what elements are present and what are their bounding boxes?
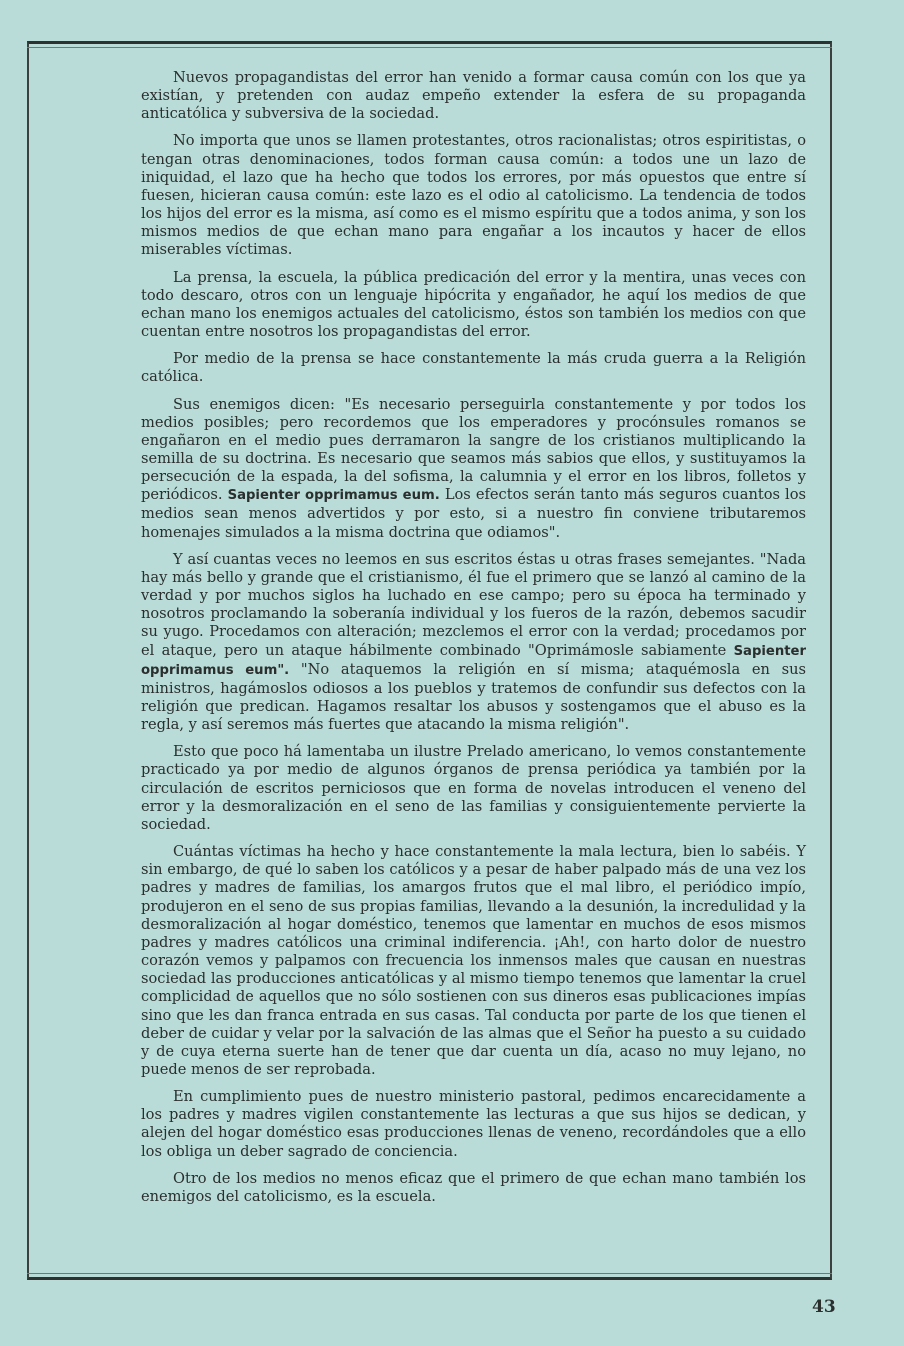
paragraph-9: En cumplimiento pues de nuestro ministerio pastoral, pedimos encarecidamente a los padres y madres vigilen constantemente las lecturas a que sus hijos se dedican, y alejen del hogar doméstico esas producciones llenas de veneno, recordándoles que a ello los obliga un deber sagrado de conciencia. xyxy=(141,1088,806,1160)
paragraph-2: No importa que unos se llamen protestantes, otros racionalistas; otros espiritistas, o tengan otras denominaciones, todos forman causa común: a todos une un lazo de iniquidad, el lazo que ha hecho que todos los errores, por más opuestos que entre sí fuesen, hicieran causa común: este lazo es el odio al catolicismo. La tendencia de todos los hijos del error es la misma, así como es el mismo espíritu que a todos anima, y son los mismos medios de que echan mano para engañar a los incautos y hacer de ellos miserables víctimas. xyxy=(141,132,806,259)
paragraph-5-text-after: Los efectos serán tanto más seguros cuantos los medios sean menos advertidos y por esto, si a nuestro fin conviene tributaremos homenajes simulados a la misma doctrina que odiamos". xyxy=(141,486,806,541)
paragraph-3: La prensa, la escuela, la pública predicación del error y la mentira, unas veces con todo descaro, otros con un lenguaje hipócrita y engañador, he aquí los medios de que echan mano los enemigos actuales del catolicismo, éstos son también los medios con que cuentan entre nosotros los propagandistas del error. xyxy=(141,268,806,341)
paragraph-6 xyxy=(141,551,806,735)
latin-quote: Sapienter opprimamus eum. xyxy=(227,488,440,504)
paragraph-6-text-before: Y así cuantas veces no leemos en sus escritos éstas u otras frases semejantes. "Nada hay más bello y grande que el cristianismo, él fue el primero que se lanzó al camino de la verdad y por muchos siglos ha luchado en ese campo; pero su época ha terminado y nosotros proclamando la soberanía individual y los fueros de la razón, debemos sacudir su yugo. Procedamos con alteración; mezclemos el error con la verdad; procedamos por el ataque, pero un ataque hábilmente combinado "Oprimámosle sabiamente xyxy=(141,550,806,659)
latin-quote: Sapienter opprimamus eum". xyxy=(141,643,807,678)
paragraph-6-text-after: "No ataquemos la religión en sí misma; ataquémosla en sus ministros, hagámoslos odiosos a los pueblos y tratemos de confundir sus defectos con la religión que predican. Hagamos resaltar los abusos y sostengamos que el abuso es la regla, y así seremos más fuertes que atacando la misma religión". xyxy=(141,660,807,734)
paragraph-8: Cuántas víctimas ha hecho y hace constantemente la mala lectura, bien lo sabéis. Y sin embargo, de qué lo saben los católicos y a pesar de haber palpado más de una vez los padres y madres de familias, los amargos frutos que el mal libro, el periódico impío, produjeron en el seno de sus propias familias, llevando a la desunión, la incredulidad y la desmoralización al hogar doméstico, tenemos que lamentar en muchos de esos mismos padres y madres católicos una criminal indiferencia. ¡Ah!, con harto dolor de nuestro corazón vemos y palpamos con frecuencia los inmensos males que causan en nuestras sociedad las producciones anticatólicas y al mismo tiempo tenemos que lamentar la cruel complicidad de aquellos que no sólo sostienen con sus dineros esas publicaciones impías sino que les dan franca entrada en sus casas. Tal conducta por parte de los que tienen el deber de cuidar y velar por la salvación de las almas que el Señor ha puesto a su cuidado y de cuya eterna suerte han de tener que dar cuenta un día, acaso no muy lejano, no puede menos de ser reprobada. xyxy=(141,843,806,1078)
paragraph-5 xyxy=(141,396,806,542)
paragraph-5-text-before: Sus enemigos dicen: "Es necesario perseguirla constantemente y por todos los medios posibles; pero recordemos que los emperadores y procónsules romanos se engañaron en el medio pues derramaron la sangre de los cristianos multiplicando la semilla de su doctrina. Es necesario que seamos más sabios que ellos, y sustituyamos la persecución de la espada, la del sofisma, la calumnia y el error en los libros, folletos y periódicos. xyxy=(141,395,806,504)
page-number: 43 xyxy=(812,1297,836,1317)
paragraph-10: Otro de los medios no menos eficaz que el primero de que echan mano también los enemigos del catolicismo, es la escuela. xyxy=(141,1169,806,1205)
paragraph-1: Nuevos propagandistas del error han venido a formar causa común con los que ya existían, y pretenden con audaz empeño extender la esfera de su propaganda anticatólica y subversiva de la sociedad. xyxy=(141,69,806,123)
document-body xyxy=(141,69,806,1215)
paragraph-7: Esto que poco há lamentaba un ilustre Prelado americano, lo vemos constantemente practicado ya por medio de algunos órganos de prensa periódica ya también por la circulación de escritos perniciosos que en forma de novelas introducen el veneno del error y la desmoralización en el seno de las familias y consiguientemente pervierte la sociedad. xyxy=(141,743,806,833)
paragraph-4: Por medio de la prensa se hace constantemente la más cruda guerra a la Religión católica. xyxy=(141,350,806,386)
